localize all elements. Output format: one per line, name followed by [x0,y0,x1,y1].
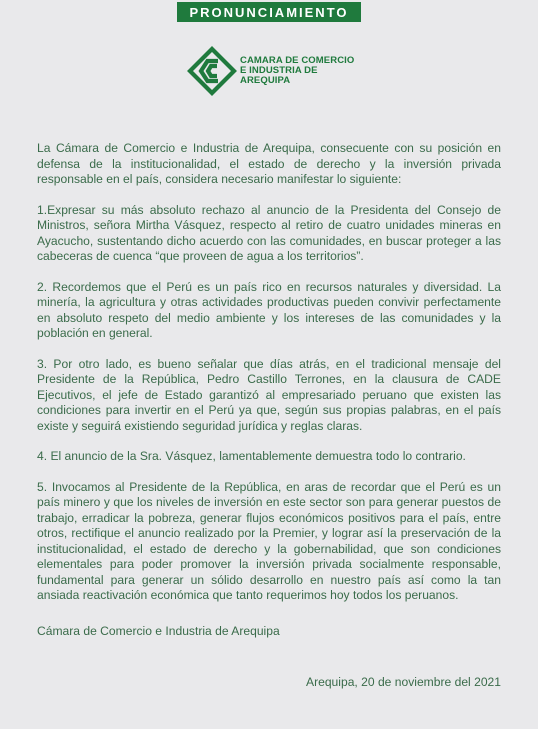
chamber-logo [187,46,354,96]
banner-title: PRONUNCIAMIENTO [189,4,349,20]
dateline: Arequipa, 20 de noviembre del 2021 [306,675,501,689]
point-1-paragraph: 1.Expresar su más absoluto rechazo al anuncio de la Presidenta del Consejo de Ministros, señora Mirtha Vásquez, respecto al retiro de cuatro unidades mineras en Ayacucho, sustentando dicho acuerdo con las comunidades, en buscar proteger a las cabeceras de cuenca “que proveen de agua a los territorios”. [37,202,501,263]
pronunciamiento-banner [177,2,361,22]
point-3-paragraph: 3. Por otro lado, es bueno señalar que días atrás, en el tradicional mensaje del Presidente de la República, Pedro Castillo Terrones, en la clausura de CADE Ejecutivos, el jefe de Estado garantizó al empresariado peruano que existen las condiciones para invertir en el Perú ya que, según sus propias palabras, en el país existe y seguirá existiendo seguridad jurídica y reglas claras. [37,356,501,433]
statement-body [37,141,501,619]
point-2-paragraph: 2. Recordemos que el Perú es un país rico en recursos naturales y diversidad. La minería, la agricultura y otras actividades productivas pueden convivir perfectamente en absoluto respeto del medio ambiente y los intereses de las comunidades y la población en general. [37,279,501,340]
logo-line-3: AREQUIPA [240,75,291,86]
signature: Cámara de Comercio e Industria de Arequipa [37,624,280,638]
point-4-paragraph: 4. El anuncio de la Sra. Vásquez, lamentablemente demuestra todo lo contrario. [37,449,466,463]
logo-line-2: E INDUSTRIA DE [240,65,318,76]
ccia-diamond-logo-icon [187,46,237,96]
logo-line-1: CAMARA DE COMERCIO [240,55,355,66]
logo-wordmark [240,56,354,86]
intro-paragraph: La Cámara de Comercio e Industria de Arequipa, consecuente con su posición en defensa de la institucionalidad, el estado de derecho y la inversión privada responsable en el país, considera necesario manifestar lo siguiente: [37,141,501,186]
point-5-paragraph: 5. Invocamos al Presidente de la República, en aras de recordar que el Perú es un país minero y que los niveles de inversión en este sector son para generar puestos de trabajo, erradicar la pobreza, generar flujos económicos positivos para el país, entre otros, rectifique el anuncio realizado por la Premier, y lograr así la preservación de la institucionalidad, el estado de derecho y la gobernabilidad, que son condiciones elementales para poder promover la inversión privada socialmente responsable, fundamental para generar un sólido desarrollo en nuestro país así como la tan ansiada reactivación económica que tanto requerimos hoy todos los peruanos. [37,479,501,602]
